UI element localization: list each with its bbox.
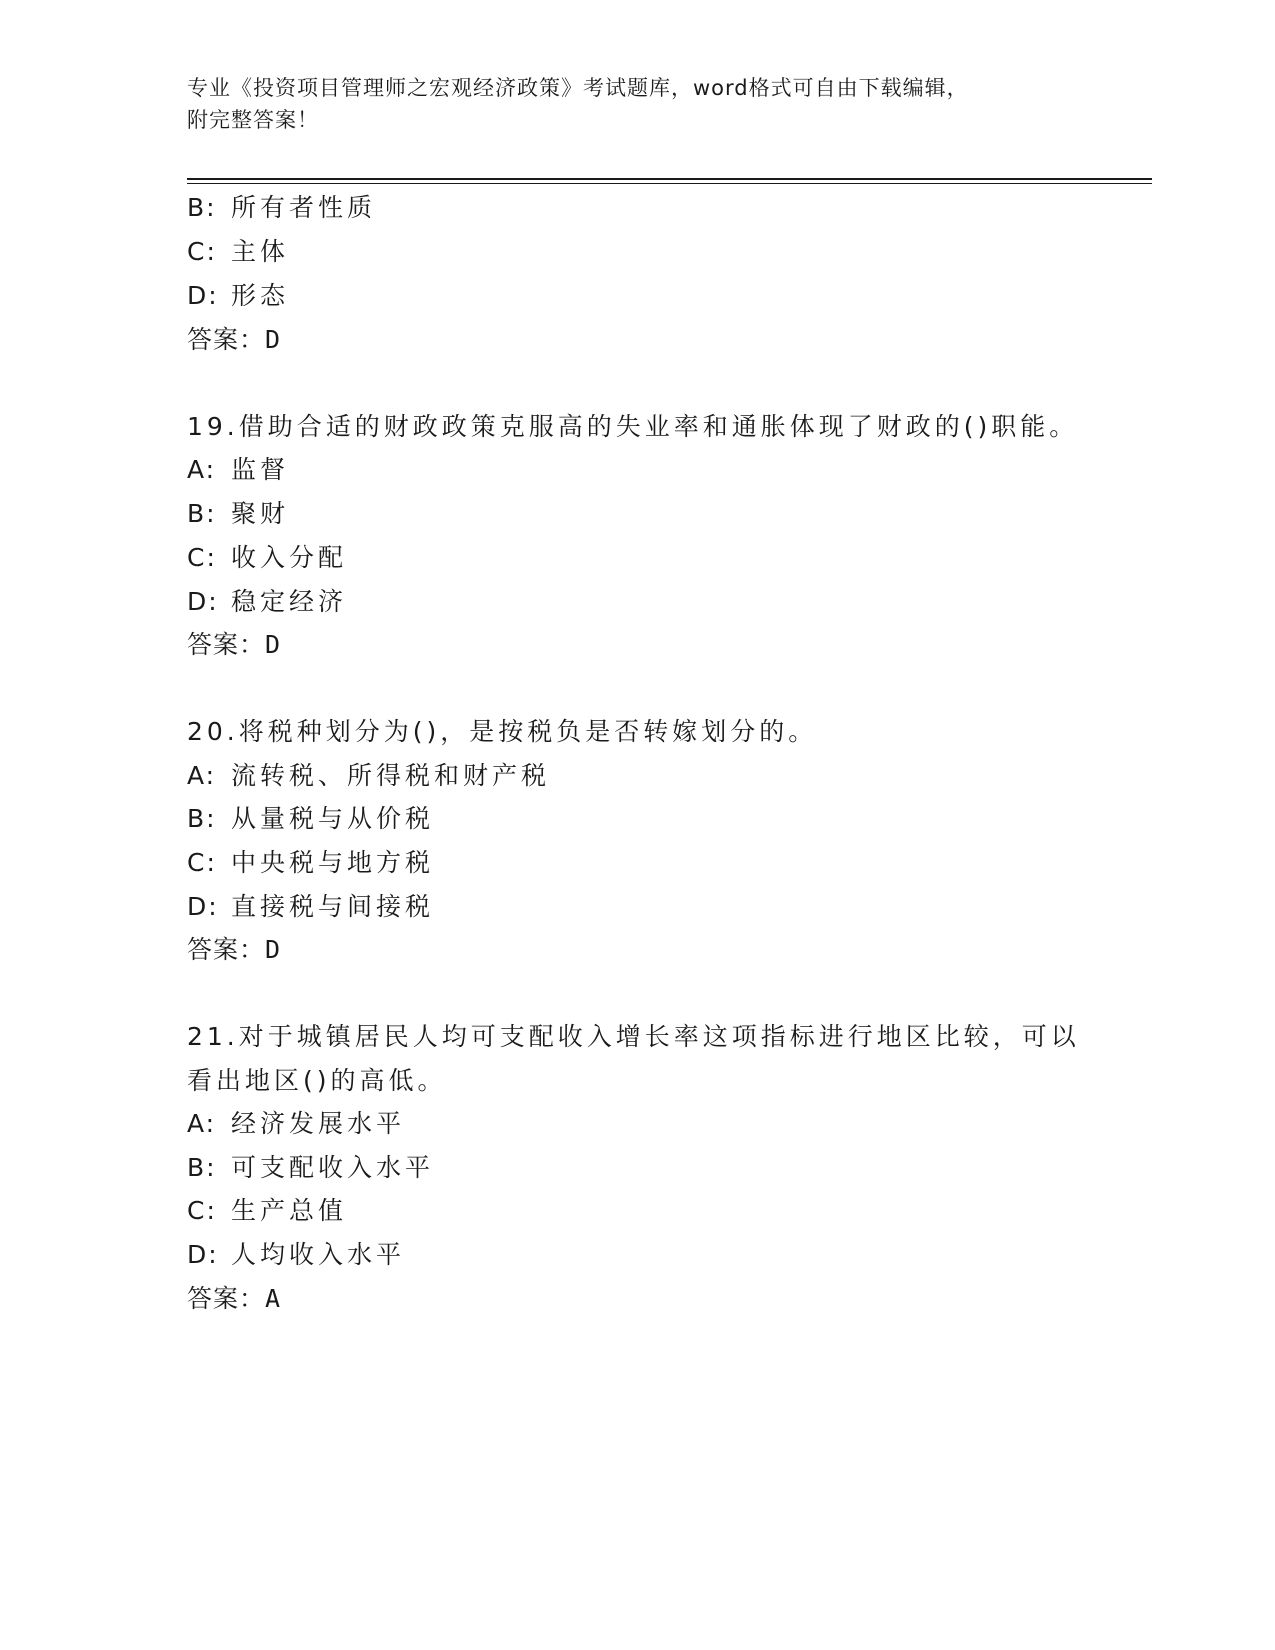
option-text: 生产总值 [231,1196,348,1225]
option-line [187,279,289,313]
option-line [187,759,550,793]
option-key: C: [187,848,217,877]
header-rule-thick [187,178,1152,180]
option-key: C: [187,543,217,572]
answer-value: A [265,1284,282,1313]
answer-label: 答案： [187,935,266,964]
option-key: C: [187,237,217,266]
option-line [187,541,347,575]
document-header [187,72,1067,136]
answer-label: 答案： [187,325,266,354]
option-line [187,802,434,836]
answer-line [187,1282,281,1316]
option-text: 主体 [231,237,290,266]
option-key: D: [187,587,219,616]
question-stem-continued: 看出地区()的高低。 [187,1066,447,1095]
answer-value: D [265,325,282,354]
option-text: 所有者性质 [231,193,377,222]
question-stem: 20.将税种划分为()，是按税负是否转嫁划分的。 [187,717,818,746]
option-text: 收入分配 [231,543,348,572]
option-text: 经济发展水平 [231,1109,406,1138]
option-line [187,1194,347,1228]
option-line [187,453,289,487]
option-text: 流转税、所得税和财产税 [231,761,551,790]
option-key: D: [187,1240,219,1269]
option-key: B: [187,499,217,528]
answer-line [187,933,281,967]
option-text: 直接税与间接税 [231,892,435,921]
option-line [187,1151,434,1185]
option-text: 聚财 [231,499,290,528]
answer-line [187,323,281,357]
answer-label: 答案： [187,1284,266,1313]
answer-label: 答案： [187,630,266,659]
option-line [187,235,289,269]
answer-line [187,628,281,662]
option-text: 监督 [231,455,290,484]
option-key: D: [187,281,219,310]
answer-value: D [265,935,282,964]
option-key: A: [187,455,217,484]
option-line [187,1107,405,1141]
option-key: C: [187,1196,217,1225]
option-line [187,1238,405,1272]
option-key: B: [187,804,217,833]
option-key: D: [187,892,219,921]
header-line-2: 附完整答案！ [187,108,319,132]
option-text: 中央税与地方税 [231,848,435,877]
header-line-1: 专业《投资项目管理师之宏观经济政策》考试题库，word格式可自由下载编辑， [187,76,969,100]
option-key: B: [187,1153,217,1182]
option-key: B: [187,193,217,222]
question-stem: 19.借助合适的财政政策克服高的失业率和通胀体现了财政的()职能。 [187,412,1079,441]
answer-value: D [265,630,282,659]
option-text: 可支配收入水平 [231,1153,435,1182]
question-stem: 21.对于城镇居民人均可支配收入增长率这项指标进行地区比较，可以 [187,1022,1080,1051]
option-text: 人均收入水平 [231,1240,406,1269]
option-text: 形态 [231,281,290,310]
option-text: 稳定经济 [231,587,348,616]
option-line [187,497,289,531]
option-text: 从量税与从价税 [231,804,435,833]
option-line [187,585,347,619]
option-line [187,191,376,225]
header-rule-thin [187,183,1152,184]
option-key: A: [187,1109,217,1138]
option-line [187,846,434,880]
option-key: A: [187,761,217,790]
option-line [187,890,434,924]
